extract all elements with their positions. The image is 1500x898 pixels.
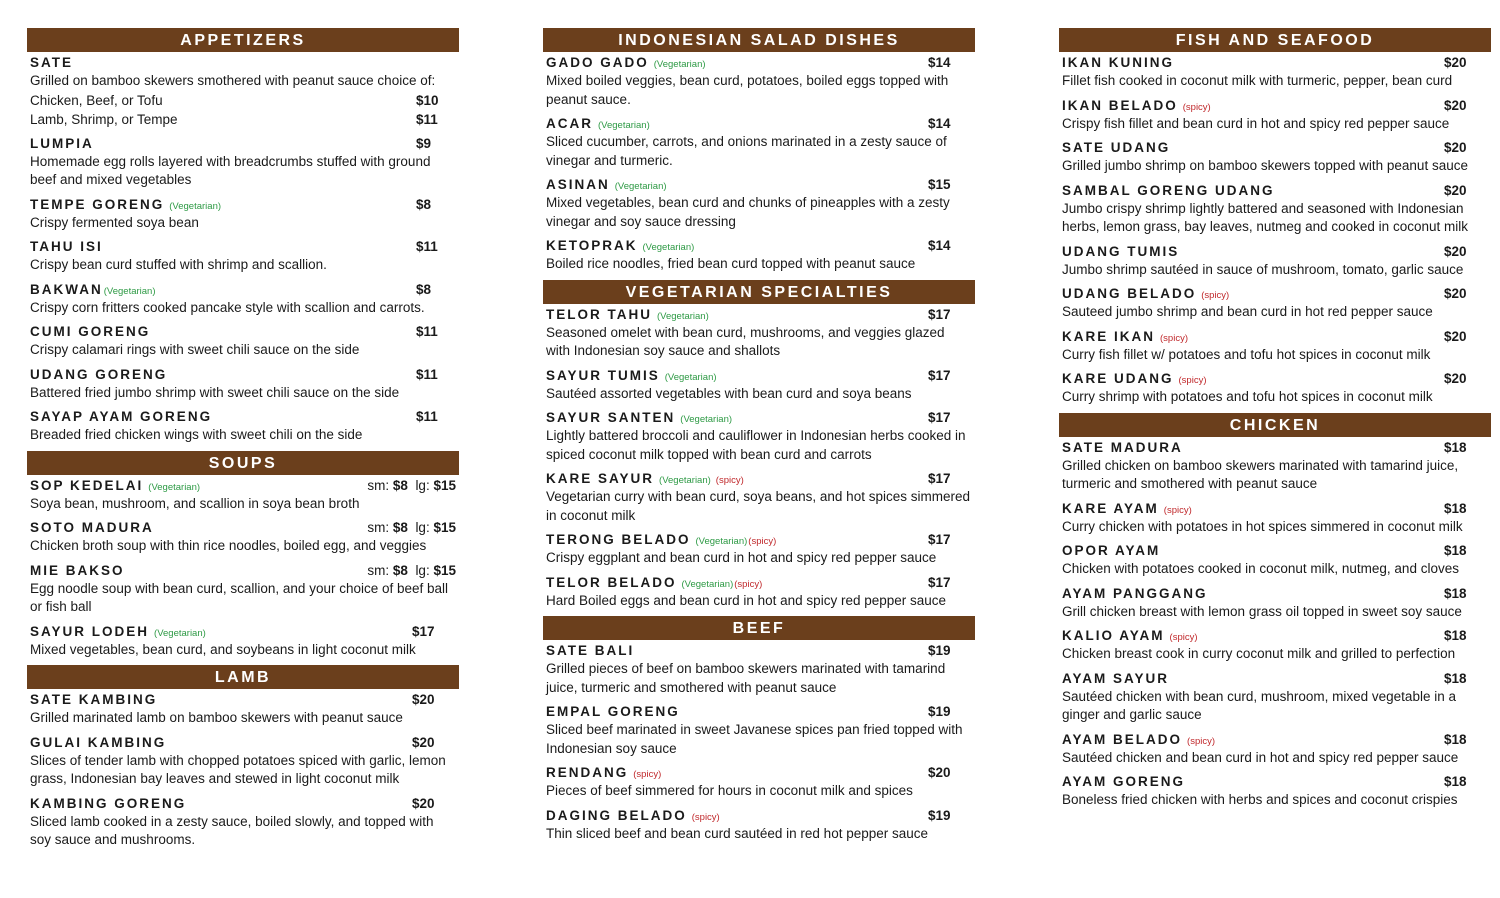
vegetarian-tag: (Vegetarian): [664, 371, 717, 383]
section-header-chicken: CHICKEN: [1059, 413, 1491, 437]
menu-item-kambing-goreng: KAMBING GORENG $20 Sliced lamb cooked in a zesty sauce, boiled slowly, and topped with soy sauce and mushrooms.: [30, 795, 435, 847]
item-desc: Grilled on bamboo skewers smothered with peanut sauce choice of:: [30, 73, 436, 88]
menu-item-bakwan: BAKWAN (Vegetarian) $8 Crispy corn fritters cooked pancake style with scallion and carrots.: [30, 281, 432, 315]
section-header-salad: INDONESIAN SALAD DISHES: [543, 28, 975, 52]
vegetarian-tag: (Vegetarian): [614, 181, 667, 192]
menu-item-ikan-belado: IKAN BELADO (spicy) $20 Crispy fish fillet and bean curd in hot and spicy red pepper sauce: [1062, 97, 1467, 131]
menu-item-soto-madura: SOTO MADURA sm: $8 lg: $15 Chicken broth soup with thin rice noodles, boiled egg, and veggies: [30, 520, 456, 553]
menu-item-asinan: ASINAN (Vegetarian) $15 Mixed vegetables, bean curd and chunks of pineapples with a zesty vinegar and soy sauce dressing: [546, 177, 951, 229]
spicy-tag: (spicy): [1178, 375, 1207, 386]
vegetarian-tag: (Vegetarian): [695, 536, 748, 547]
spicy-tag: (spicy): [1163, 504, 1192, 516]
menu-item-kare-sayur: KARE SAYUR (Vegetarian) (spicy) $17 Vegetarian curry with bean curd, soya beans, and hot spices simmered in coconut milk: [546, 471, 970, 523]
menu-item-sayap-ayam-goreng: SAYAP AYAM GORENG $11 Breaded fried chicken wings with sweet chili on the side: [30, 409, 438, 442]
spicy-tag: (spicy): [1160, 332, 1188, 344]
section-header-lamb: LAMB: [27, 665, 459, 689]
menu-item-kalio-ayam: KALIO AYAM (spicy) $18 Chicken breast cook in curry coconut milk and grilled to perfection: [1062, 628, 1467, 661]
menu-item-sayur-tumis: SAYUR TUMIS (Vegetarian) $17 Sautéed assorted vegetables with bean curd and soya beans: [546, 367, 951, 401]
menu-item-sate-udang: SATE UDANG $20 Grilled jumbo shrimp on bamboo skewers topped with peanut sauce: [1062, 140, 1468, 173]
section-header-beef: BEEF: [543, 616, 975, 640]
menu-item-empal-goreng: EMPAL GORENG $19 Sliced beef marinated in sweet Javanese spices pan fried topped with Indonesian soy sauce: [546, 704, 963, 756]
menu-column-right: [1059, 28, 1491, 810]
spicy-tag: (spicy): [748, 536, 777, 547]
menu-item-kare-ayam: KARE AYAM (spicy) $18 Curry chicken with potatoes in hot spices simmered in coconut milk: [1062, 500, 1467, 534]
menu-item-sayur-lodeh: SAYUR LODEH (Vegetarian) $17 Mixed vegetables, bean curd, and soybeans in light coconut milk: [30, 623, 435, 657]
menu-item-tempe-goreng: TEMPE GORENG (Vegetarian) $8 Crispy fermented soya bean: [30, 196, 432, 230]
vegetarian-tag: (Vegetarian): [657, 310, 709, 322]
vegetarian-tag: (Vegetarian): [653, 59, 706, 70]
menu-item-kare-ikan: KARE IKAN (spicy) $20 Curry fish fillet w/ potatoes and tofu hot spices in coconut milk: [1062, 328, 1467, 362]
sate-option: Lamb, Shrimp, or Tempe $11: [30, 111, 438, 127]
menu-item-telor-belado: TELOR BELADO (Vegetarian) (spicy) $17 Hard Boiled eggs and bean curd in hot and spicy red pepper sauce: [546, 574, 951, 608]
vegetarian-tag: (Vegetarian): [169, 200, 222, 212]
menu-item-sambal-goreng-udang: SAMBAL GORENG UDANG $20 Jumbo crispy shrimp lightly battered and seasoned with Indonesian herbs, lemon grass, bay leaves, nutmeg and cooked in coconut milk: [1062, 182, 1468, 234]
menu-item-ayam-sayur: AYAM SAYUR $18 Sautéed chicken with bean curd, mushroom, mixed vegetable in a ginger and garlic sauce: [1062, 670, 1467, 722]
item-name: SATE: [30, 55, 74, 70]
section-header-appetizers: APPETIZERS: [27, 28, 459, 52]
vegetarian-tag: (Vegetarian): [103, 285, 156, 297]
menu-item-udang-goreng: UDANG GORENG $11 Battered fried jumbo shrimp with sweet chili sauce on the side: [30, 366, 438, 400]
menu-item-ayam-goreng: AYAM GORENG $18 Boneless fried chicken with herbs and spices and coconut crispies: [1062, 774, 1467, 807]
menu-item-udang-tumis: UDANG TUMIS $20 Jumbo shrimp sautéed in sauce of mushroom, tomato, garlic sauce: [1062, 243, 1467, 277]
menu-item-ayam-belado: AYAM BELADO (spicy) $18 Sautéed chicken and bean curd in hot and spicy red pepper sauce: [1062, 731, 1467, 765]
menu-item-daging-belado: DAGING BELADO (spicy) $19 Thin sliced beef and bean curd sautéed in red hot pepper sauce: [546, 807, 951, 841]
menu-item-opor-ayam: OPOR AYAM $18 Chicken with potatoes cooked in coconut milk, nutmeg, and cloves: [1062, 543, 1467, 576]
spicy-tag: (spicy): [1182, 101, 1211, 113]
menu-item-acar: ACAR (Vegetarian) $14 Sliced cucumber, carrots, and onions marinated in a zesty sauce of vinegar and turmeric.: [546, 116, 951, 168]
menu-item-mie-bakso: MIE BAKSO sm: $8 lg: $15 Egg noodle soup with bean curd, scallion, and your choice of beef ball or fish ball: [30, 562, 456, 614]
vegetarian-tag: (Vegetarian): [680, 414, 733, 425]
spicy-tag: (spicy): [691, 811, 720, 823]
section-header-soups: SOUPS: [27, 451, 459, 475]
vegetarian-tag: (Vegetarian): [598, 120, 650, 131]
menu-item-terong-belado: TERONG BELADO (Vegetarian) (spicy) $17 Crispy eggplant and bean curd in hot and spicy red pepper sauce: [546, 532, 951, 565]
menu-item-sate: [27, 53, 459, 129]
vegetarian-tag: (Vegetarian): [148, 481, 201, 493]
menu-item-gulai-kambing: GULAI KAMBING $20 Slices of tender lamb with chopped potatoes spiced with garlic, lemon grass, Indonesian bay leaves and stewed in light coconut milk: [30, 734, 446, 786]
vegetarian-tag: (Vegetarian): [154, 627, 206, 639]
menu-item-rendang: RENDANG (spicy) $20 Pieces of beef simmered for hours in coconut milk and spices: [546, 765, 951, 798]
menu-item-sate-kambing: SATE KAMBING $20 Grilled marinated lamb on bamboo skewers with peanut sauce: [30, 692, 435, 725]
size-prices: sm: $8 lg: $15: [367, 562, 456, 578]
spicy-tag: (spicy): [1169, 632, 1198, 643]
menu-item-ayam-panggang: AYAM PANGGANG $18 Grill chicken breast with lemon grass oil topped in sweet soy sauce: [1062, 585, 1467, 619]
spicy-tag: (spicy): [1187, 735, 1216, 747]
menu-item-sop-kedelai: SOP KEDELAI (Vegetarian) sm: $8 lg: $15 Soya bean, mushroom, and scallion in soya bean broth: [30, 477, 456, 511]
menu-column-left: [27, 28, 459, 850]
menu-item-ketoprak: KETOPRAK (Vegetarian) $14 Boiled rice noodles, fried bean curd topped with peanut sauce: [546, 238, 951, 271]
section-header-vegetarian: VEGETARIAN SPECIALTIES: [543, 280, 975, 304]
vegetarian-tag: (Vegetarian): [642, 242, 695, 253]
section-header-fish: FISH AND SEAFOOD: [1059, 28, 1491, 52]
sate-option: Chicken, Beef, or Tofu $10: [30, 92, 439, 108]
menu-item-cumi-goreng: CUMI GORENG $11 Crispy calamari rings with sweet chili sauce on the side: [30, 324, 438, 357]
menu-item-tahu-isi: TAHU ISI $11 Crispy bean curd stuffed with shrimp and scallion.: [30, 239, 438, 272]
vegetarian-tag: (Vegetarian): [681, 578, 734, 590]
size-prices: sm: $8 lg: $15: [367, 477, 456, 493]
size-prices: sm: $8 lg: $15: [367, 520, 456, 535]
menu-item-lumpia: LUMPIA $9 Homemade egg rolls layered with breadcrumbs stuffed with ground beef and mixed vegetables: [30, 135, 432, 187]
menu-item-sayur-santen: SAYUR SANTEN (Vegetarian) $17 Lightly battered broccoli and cauliflower in Indonesian herbs cooked in spiced coconut milk topped with bean curd and carrots: [546, 410, 966, 462]
menu-item-sate-bali: SATE BALI $19 Grilled pieces of beef on bamboo skewers marinated with tamarind juice, turmeric and smothered with peanut sauce: [546, 643, 951, 695]
menu-item-udang-belado: UDANG BELADO (spicy) $20 Sauteed jumbo shrimp and bean curd in hot red pepper sauce: [1062, 286, 1467, 319]
spicy-tag: (spicy): [715, 475, 744, 486]
spicy-tag: (spicy): [734, 578, 763, 590]
spicy-tag: (spicy): [633, 769, 662, 780]
menu-item-sate-madura: SATE MADURA $18 Grilled chicken on bamboo skewers marinated with tamarind juice, turmeric and smothered with peanut sauce: [1062, 439, 1467, 491]
menu-column-middle: [543, 28, 975, 843]
spicy-tag: (spicy): [1201, 290, 1230, 301]
vegetarian-tag: (Vegetarian): [659, 475, 711, 486]
menu-item-ikan-kuning: IKAN KUNING $20 Fillet fish cooked in coconut milk with turmeric, pepper, bean curd: [1062, 55, 1467, 88]
menu-item-gado-gado: GADO GADO (Vegetarian) $14 Mixed boiled veggies, bean curd, potatoes, boiled eggs topped with peanut sauce.: [546, 55, 951, 107]
menu-item-telor-tahu: TELOR TAHU (Vegetarian) $17 Seasoned omelet with bean curd, mushrooms, and veggies glazed with Indonesian soy sauce and shallots: [546, 306, 951, 358]
menu-item-kare-udang: KARE UDANG (spicy) $20 Curry shrimp with potatoes and tofu hot spices in coconut milk: [1062, 371, 1467, 404]
